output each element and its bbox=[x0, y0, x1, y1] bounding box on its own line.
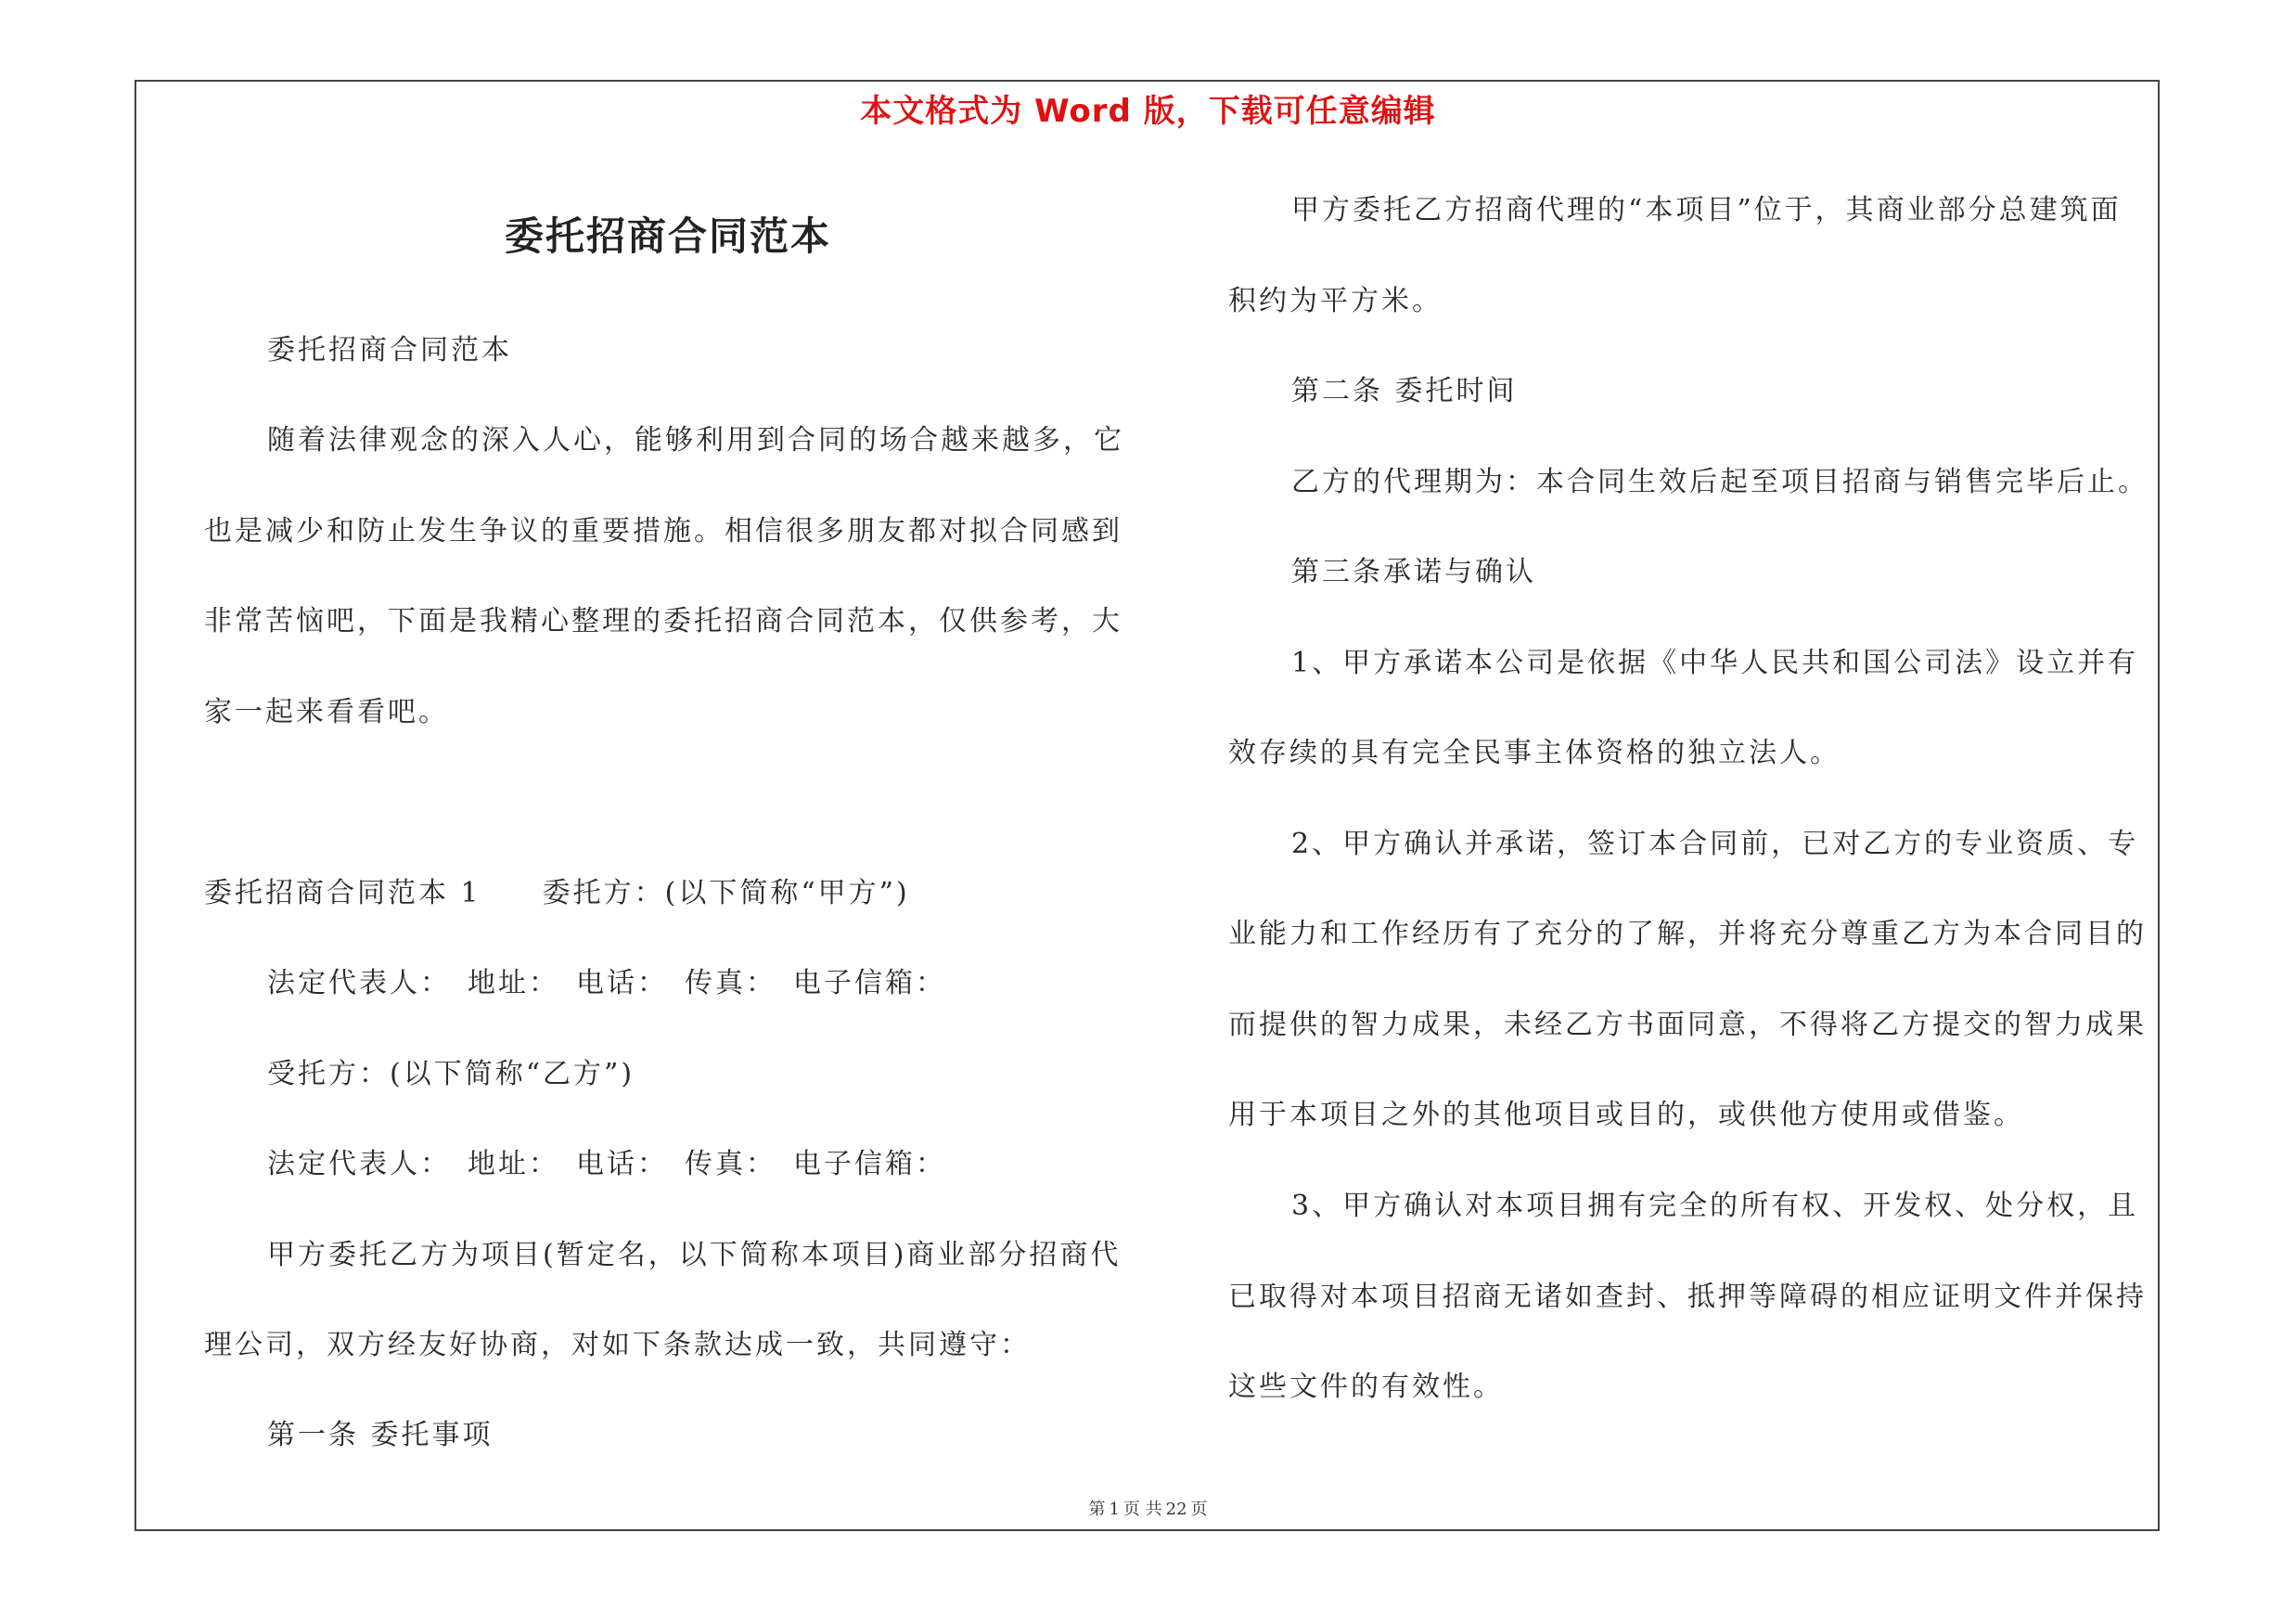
right-paragraph-line: 积约为平方米。 bbox=[1228, 285, 1443, 317]
right-paragraph-line: 而提供的智力成果，未经乙方书面同意，不得将乙方提交的智力成果 bbox=[1228, 1009, 2147, 1041]
footer-middle: 页 共 bbox=[1122, 1500, 1162, 1519]
article-heading: 第二条 委托时间 bbox=[1291, 375, 1518, 407]
right-paragraph-line: 1、甲方承诺本公司是依据《中华人民共和国公司法》设立并有 bbox=[1291, 647, 2139, 679]
right-paragraph-line: 用于本项目之外的其他项目或目的，或供他方使用或借鉴。 bbox=[1228, 1099, 2024, 1131]
right-paragraph-line: 业能力和工作经历有了充分的了解，并将充分尊重乙方为本合同目的 bbox=[1228, 918, 2147, 950]
contract-section-heading: 委托招商合同范本 1 委托方：(以下简称“甲方”) bbox=[204, 877, 910, 909]
left-paragraph-line: 理公司，双方经友好协商，对如下条款达成一致，共同遵守： bbox=[204, 1329, 1031, 1361]
right-paragraph-line: 效存续的具有完全民事主体资格的独立法人。 bbox=[1228, 737, 1841, 769]
right-paragraph-line: 2、甲方确认并承诺，签订本合同前，已对乙方的专业资质、专 bbox=[1291, 828, 2139, 860]
current-page-number: 1 bbox=[1109, 1500, 1120, 1519]
article-heading: 第一条 委托事项 bbox=[267, 1419, 494, 1451]
left-paragraph-line: 随着法律观念的深入人心，能够利用到合同的场合越来越多，它 bbox=[267, 424, 1124, 457]
right-paragraph-line: 3、甲方确认对本项目拥有完全的所有权、开发权、处分权，且 bbox=[1291, 1190, 2139, 1222]
page-number-footer bbox=[0, 1496, 2296, 1520]
right-paragraph-line: 已取得对本项目招商无诸如查封、抵押等障碍的相应证明文件并保持 bbox=[1228, 1281, 2147, 1313]
footer-suffix: 页 bbox=[1190, 1500, 1208, 1519]
word-format-banner: 本文格式为 Word 版，下载可任意编辑 bbox=[860, 93, 1436, 130]
left-paragraph-line: 也是减少和防止发生争议的重要措施。相信很多朋友都对拟合同感到 bbox=[204, 515, 1122, 547]
footer-prefix: 第 bbox=[1088, 1500, 1106, 1519]
total-page-count: 22 bbox=[1165, 1500, 1187, 1519]
principal-contact-line: 法定代表人： 地址： 电话： 传真： 电子信箱： bbox=[267, 967, 946, 999]
left-paragraph-line: 甲方委托乙方为项目(暂定名，以下简称本项目)商业部分招商代 bbox=[267, 1239, 1122, 1271]
right-paragraph-line: 甲方委托乙方招商代理的“本项目”位于，其商业部分总建筑面 bbox=[1291, 194, 2122, 226]
article-heading: 第三条承诺与确认 bbox=[1291, 556, 1536, 588]
trustee-line: 受托方：(以下简称“乙方”) bbox=[267, 1058, 635, 1090]
document-title: 委托招商合同范本 bbox=[504, 213, 831, 259]
right-paragraph-line: 这些文件的有效性。 bbox=[1228, 1371, 1504, 1403]
left-subtitle: 委托招商合同范本 bbox=[267, 334, 512, 367]
right-paragraph-line: 乙方的代理期为：本合同生效后起至项目招商与销售完毕后止。 bbox=[1291, 466, 2148, 498]
trustee-contact-line: 法定代表人： 地址： 电话： 传真： 电子信箱： bbox=[267, 1148, 946, 1180]
left-paragraph-line: 非常苦恼吧，下面是我精心整理的委托招商合同范本，仅供参考，大 bbox=[204, 605, 1122, 638]
left-paragraph-line: 家一起来看看吧。 bbox=[204, 696, 449, 728]
